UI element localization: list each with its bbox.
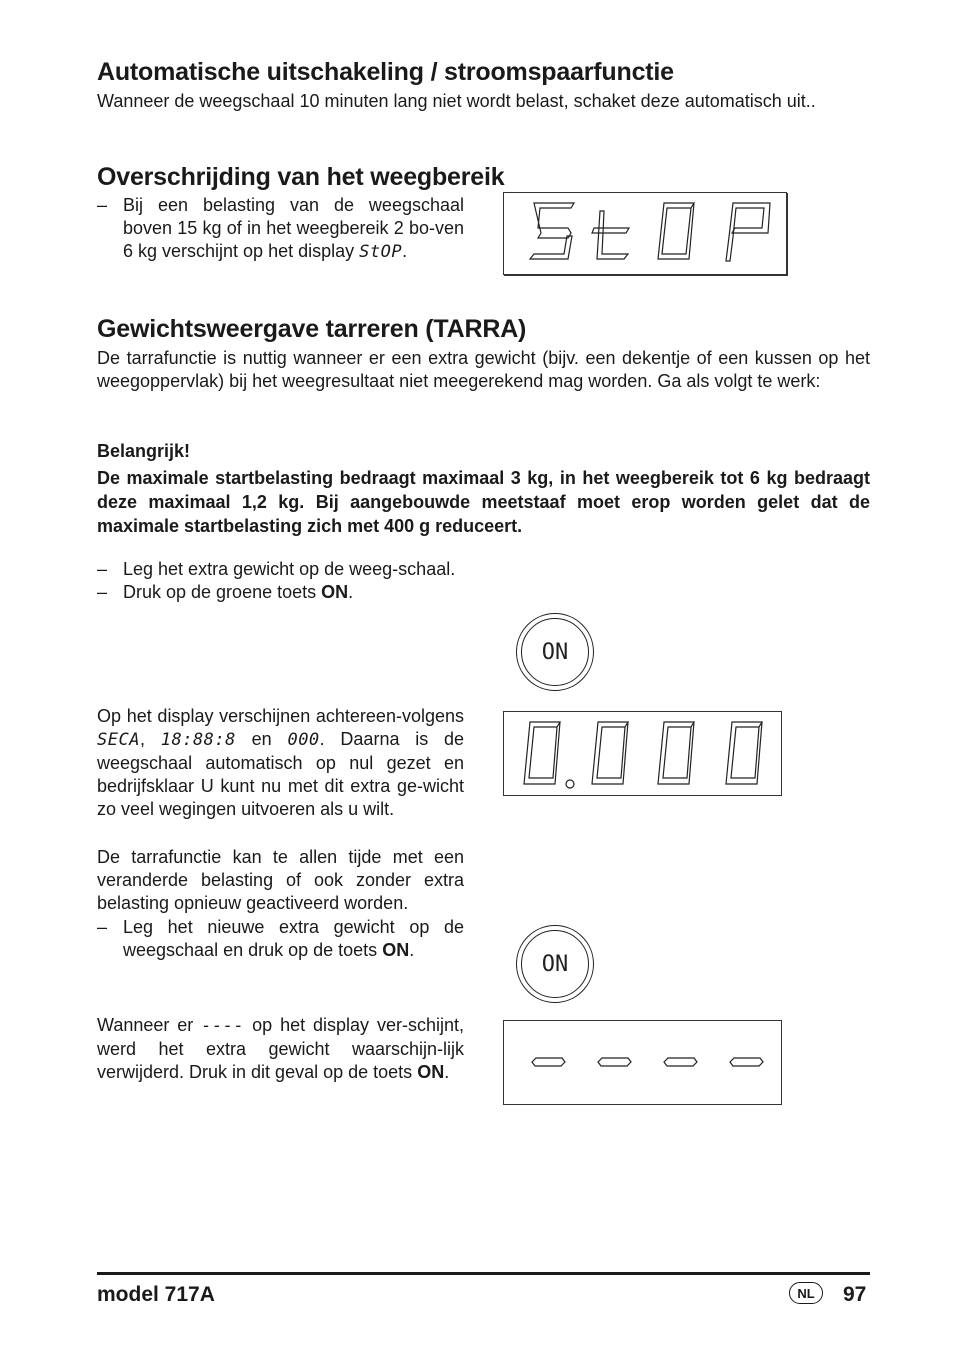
- dash-suffix: .: [444, 1062, 450, 1082]
- footer-rule: [97, 1272, 870, 1275]
- dash-display-segments: [504, 1021, 781, 1104]
- dash-text-2: op het display ver-schijnt, werd het extra gewicht waarschijn-lijk verwijderd. Druk in dit geval op de toets: [97, 1015, 464, 1082]
- tare-step-2: [97, 581, 464, 604]
- tare-step-2-suffix: .: [348, 582, 354, 602]
- zero-display-segments: [504, 712, 781, 795]
- overload-text: Bij een belasting van de weegschaal boven 15 kg of in het weegbereik 2 bo-ven 6 kg verschijnt op het display: [123, 195, 464, 261]
- stop-code: StOP: [359, 242, 403, 262]
- dash-key: ON: [417, 1062, 445, 1082]
- stop-code-period: .: [402, 241, 408, 261]
- dash-code: ----: [201, 1016, 245, 1036]
- paragraph-tare-intro: De tarrafunctie is nuttig wanneer er een extra gewicht (bijv. een dekentje of een kussen op het weegoppervlak) bij het weegresultaat niet meegerekend mag worden. Ga als volgt te werk:: [97, 348, 870, 391]
- segment-test-code: 18:88:8: [160, 730, 236, 750]
- tare-step-3-key: ON: [382, 940, 410, 960]
- tare-step-3-text: Leg het nieuwe extra gewicht op de weegschaal en druk op de toets: [123, 917, 464, 960]
- on-button-label: ON: [521, 618, 589, 686]
- tare-step-1: [97, 558, 464, 581]
- overload-list: [97, 194, 464, 264]
- paragraph-sequence: [97, 705, 464, 821]
- zero-code: 000: [287, 730, 320, 750]
- seca-code: SECA: [97, 730, 140, 750]
- page-number: 97: [843, 1283, 867, 1306]
- heading-auto-off: Automatische uitschakeling / stroomspaarfunctie: [97, 58, 674, 86]
- tare-steps-list: [97, 558, 464, 604]
- stop-display-segments: [504, 193, 786, 274]
- stop-display: [503, 192, 787, 275]
- heading-overload: Overschrijding van het weegbereik: [97, 163, 505, 191]
- dash-display: [503, 1020, 782, 1105]
- tare-step-3: [97, 916, 464, 962]
- on-button-2[interactable]: [516, 925, 594, 1003]
- on-button[interactable]: [516, 613, 594, 691]
- paragraph-auto-off: Wanneer de weegschaal 10 minuten lang niet wordt belast, schaket deze automatisch uit..: [97, 91, 816, 111]
- tare-step-2-text: Druk op de groene toets: [123, 582, 317, 602]
- paragraph-dash: [97, 1014, 464, 1084]
- language-badge: NL: [789, 1282, 823, 1304]
- sequence-separator-2: en: [251, 729, 272, 749]
- dash-text-1: Wanneer er: [97, 1015, 194, 1035]
- sequence-text-1: Op het display verschijnen achtereen-volgens: [97, 706, 464, 726]
- heading-tare: Gewichtsweergave tarreren (TARRA): [97, 315, 527, 343]
- important-text: De maximale startbelasting bedraagt maximaal 3 kg, in het weegbereik tot 6 kg bedraagt deze maximaal 1,2 kg. Bij aangebouwde meetstaaf moet erop worden gelet dat de maximale startbelasting zich met 400 g reduceert.: [97, 468, 870, 536]
- sequence-text-2: . Daarna is de weegschaal automatisch op nul gezet en bedrijfsklaar U kunt nu met dit extra ge-wicht zo veel wegingen uitvoeren als u wilt.: [97, 729, 464, 819]
- zero-display: [503, 711, 782, 796]
- tare-step-2-key: ON: [321, 582, 349, 602]
- on-button-2-label: ON: [521, 930, 589, 998]
- sequence-separator-1: ,: [139, 729, 145, 749]
- paragraph-reactivate: De tarrafunctie kan te allen tijde met een veranderde belasting of ook zonder extra belasting opnieuw geactiveerd worden.: [97, 847, 464, 913]
- important-label: Belangrijk!: [97, 441, 191, 461]
- tare-step-1-text: Leg het extra gewicht op de weeg-schaal.: [123, 559, 456, 579]
- reactivate-list: [97, 916, 464, 962]
- overload-item: [97, 194, 464, 264]
- footer-model: model 717A: [97, 1283, 215, 1306]
- tare-step-3-suffix: .: [409, 940, 415, 960]
